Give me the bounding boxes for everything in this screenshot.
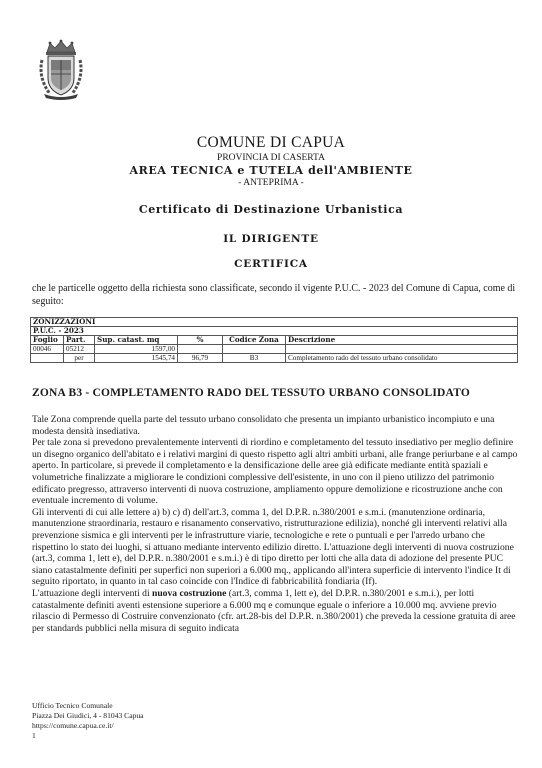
table-cell: B3 (223, 354, 286, 363)
table-cell: per (64, 354, 95, 363)
table-cell: 00046 (31, 345, 64, 354)
table-subsection-title: P.U.C. - 2023 (31, 327, 518, 336)
column-header: Foglio (31, 336, 64, 345)
footer-address: Piazza Dei Giudici, 4 - 81043 Capua (32, 711, 144, 720)
zone-title: ZONA B3 - COMPLETAMENTO RADO DEL TESSUTO URBANO CONSOLIDATO (32, 387, 471, 399)
municipality-name: COMUNE DI CAPUA (196, 134, 346, 151)
table-cell (223, 345, 286, 354)
column-header: Sup. catast. mq (95, 336, 178, 345)
table-cell: 1597,00 (95, 345, 178, 354)
table-cell: 96,79 (178, 354, 223, 363)
zoning-table (30, 317, 518, 363)
table-row (31, 345, 518, 354)
table-section-title: ZONIZZAZIONI (31, 318, 518, 327)
body-paragraph: Tale Zona comprende quella parte del tessuto urbano consolidato che presenta un impianto urbanistico incompiuto e una modesta densità insediativa. (32, 414, 495, 437)
department-name: AREA TECNICA e TUTELA dell'AMBIENTE (129, 164, 413, 177)
certificate-title: Certificato di Destinazione Urbanistica (138, 203, 404, 216)
table-cell (286, 345, 518, 354)
zone-description (32, 414, 518, 634)
body-paragraph: Per tale zona si prevedono prevalentemente interventi di riordino e completamento del tessuto insediativo per meglio definire un disegno organico dell'abitato e i relativi margini di questo rispetto agli altri ambiti urbani, alle frange periurbane e al campo aperto. In particolare, si prevede il completamento e la densificazione delle aree già edificate mediante entità spaziali e volumetriche finalizzate a migliorare le condizioni complessive dell'esistente, in uno con il pieno utilizzo del patrimonio edificato pregresso, attraverso interventi di nuova costruzione, ampliamento oppure demolizione e ricostruzione anche con eventuale incremento di volume. (32, 437, 518, 507)
preview-label: - ANTEPRIMA - (238, 178, 304, 188)
table-row (31, 354, 518, 363)
footer-office: Ufficio Tecnico Comunale (32, 701, 113, 710)
coat-of-arms-logo (36, 38, 86, 100)
dirigente-heading: IL DIRIGENTE (223, 233, 319, 245)
table-cell (31, 354, 64, 363)
column-header: Descrizione (286, 336, 518, 345)
body-paragraph (32, 588, 518, 634)
table-cell: Completamento rado del tessuto urbano consolidato (286, 354, 518, 363)
footer-url: https://comune.capua.ce.it/ (32, 721, 114, 730)
province-name: PROVINCIA DI CASERTA (217, 153, 325, 163)
body-text: L'attuazione degli interventi di (32, 587, 153, 599)
page-number: 1 (32, 731, 36, 740)
page-footer (32, 701, 144, 741)
column-header: Codice Zona (223, 336, 286, 345)
column-header: Part. (64, 336, 95, 345)
table-cell: 05212 (64, 345, 95, 354)
table-cell: 1545,74 (95, 354, 178, 363)
certifica-heading: CERTIFICA (234, 258, 308, 270)
body-text: (art.3, comma 1, lett e), del D.P.R. n.380/2001 e s.m.i.), per lotti catastalmente definiti aventi estensione superiore a 6.000 mq e comunque eguale o inferiore a 10.000 mq. avviene previo rilascio di Permesso di Costruire convenzionato (cfr. art.28-bis del D.P.R. n.380/2001) che preveda la cessione gratuita di aree per standards pubblici nella misura di seguito indicata (32, 587, 516, 634)
body-paragraph: Gli interventi di cui alle lettere a) b) c) d) dell'art.3, comma 1, del D.P.R. n.380/2001 e s.m.i. (manutenzione ordinaria, manutenzione straordinaria, restauro e risanamento conservativo, ristrutturazione edilizia), nonché gli interventi relativi alla prevenzione sismica e gli interventi per le infrastrutture viarie, tecnologiche e rete o puntuali e per l'arredo urbano che rispettino lo stato dei luoghi, si attuano mediante intervento edilizio diretto. L'attuazione degli interventi di nuova costruzione (art.3, comma 1, lett e), del D.P.R. n.380/2001 e s.m.i.) è di tipo diretto per lotti che alla data di adozione del presente PUC siano catastalmente definiti per superfici non superiori a 6.000 mq., applicando all'intera superficie di intervento l'indice It di seguito riportato, in quanto in tal caso coincide con l'Indice di fabbricabilità fondiaria (If). (32, 506, 514, 588)
table-cell (178, 345, 223, 354)
table-header-row (31, 336, 518, 345)
intro-paragraph: che le particelle oggetto della richiesta sono classificate, secondo il vigente P.U.C. - 2023 del Comune di Capua, come di seguito: (32, 283, 516, 307)
body-bold-text: nuova costruzione (152, 587, 227, 599)
column-header: % (178, 336, 223, 345)
